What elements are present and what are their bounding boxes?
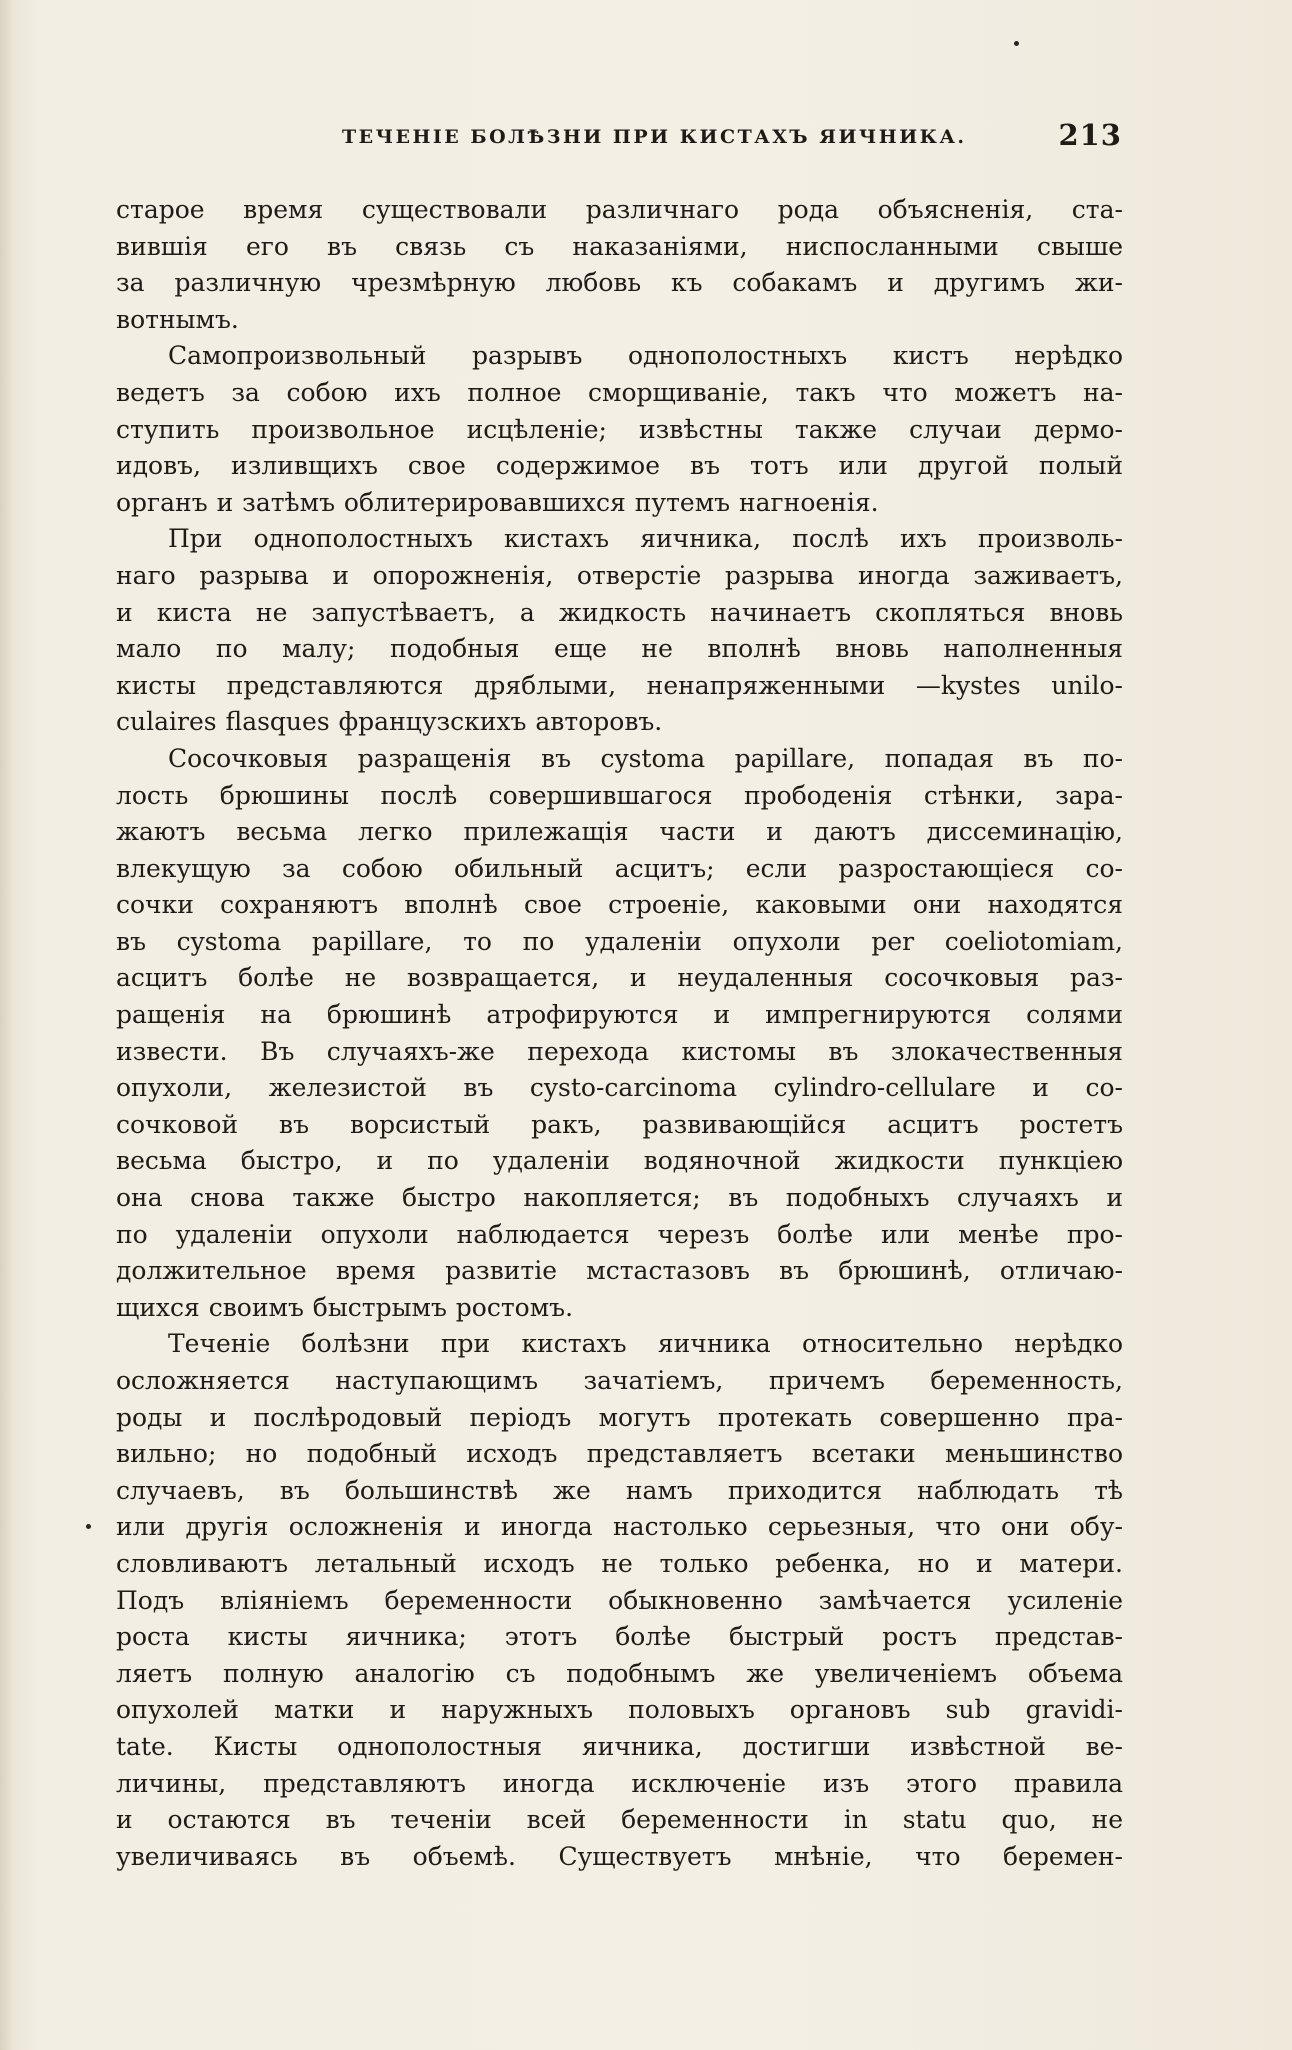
text-line: и остаются въ теченіи всей беременности in statu quo, не (116, 1805, 1123, 1835)
paragraph-first-line: Самопроизвольный разрывъ однополостныхъ кистъ нерѣдко (168, 341, 1123, 371)
paragraph-first-line: Теченіе болѣзни при кистахъ яичника относительно нерѣдко (168, 1329, 1123, 1359)
margin-dot (1014, 41, 1019, 46)
text-line: асцитъ болѣе не возвращается, и неудаленныя сосочковыя раз- (116, 963, 1123, 993)
text-line: весьма быстро, и по удаленіи водяночной жидкости пункціею (116, 1146, 1123, 1176)
text-line: личины, представляютъ иногда исключеніе изъ этого правила (116, 1768, 1123, 1798)
page-number: 213 (1058, 118, 1122, 152)
body-text (116, 192, 1123, 1875)
text-line: роды и послѣродовый періодъ могутъ протекать совершенно пра- (116, 1402, 1123, 1432)
text-line: должительное время развитіе мстастазовъ въ брюшинѣ, отличаю- (116, 1256, 1123, 1286)
text-line: ляетъ полную аналогію съ подобнымъ же увеличеніемъ объема (116, 1658, 1123, 1688)
text-line: случаевъ, въ большинствѣ же намъ приходится наблюдать тѣ (116, 1475, 1123, 1505)
text-line: вильно; но подобный исходъ представляетъ всетаки меньшинство (116, 1439, 1123, 1469)
margin-dot (86, 1524, 91, 1529)
page-header (342, 118, 1122, 158)
text-line: по удаленіи опухоли наблюдается черезъ болѣе или менѣе про- (116, 1219, 1123, 1249)
text-line: мало по малу; подобныя еще не вполнѣ вновь наполненныя (116, 634, 1123, 664)
text-line: или другія осложненія и иногда настолько серьезныя, что они обу- (116, 1512, 1123, 1542)
text-line: за различную чрезмѣрную любовь къ собакамъ и другимъ жи- (116, 268, 1123, 298)
text-line: и киста не запустѣваетъ, а жидкость начинаетъ скопляться вновь (116, 597, 1123, 627)
text-line: опухолей матки и наружныхъ половыхъ органовъ sub gravidi- (116, 1695, 1123, 1725)
text-line: culaires flasques французскихъ авторовъ. (116, 707, 663, 737)
text-line: словливаютъ летальный исходъ не только ребенка, но и матери. (116, 1548, 1123, 1578)
text-line: наго разрыва и опорожненія, отверстіе разрыва иногда заживаетъ, (116, 560, 1123, 590)
text-line: старое время существовали различнаго рода объясненія, ста- (116, 195, 1123, 224)
paragraph-first-line: Сосочковыя разращенія въ cystoma papillare, попадая въ по- (168, 743, 1123, 773)
text-line: лость брюшины послѣ совершившагося прободенія стѣнки, зара- (116, 780, 1123, 810)
text-line: вотнымъ. (116, 304, 239, 334)
text-line: ведетъ за собою ихъ полное сморщиваніе, такъ что можетъ на- (116, 377, 1123, 407)
text-line: осложняется наступающимъ зачатіемъ, причемъ беременность, (116, 1366, 1123, 1395)
text-line: Подъ вліяніемъ беременности обыкновенно замѣчается усиленіе (116, 1585, 1123, 1615)
text-line: ращенія на брюшинѣ атрофируются и импрегнируются солями (116, 1000, 1123, 1030)
text-line: вившія его въ связь съ наказаніями, ниспосланными свыше (116, 231, 1123, 261)
text-line: она снова также быстро накопляется; въ подобныхъ случаяхъ и (116, 1183, 1123, 1213)
text-line: ступить произвольное исцѣленіе; извѣстны также случаи дермо- (116, 414, 1123, 444)
text-line: щихся своимъ быстрымъ ростомъ. (116, 1292, 574, 1322)
text-line: роста кисты яичника; этотъ болѣе быстрый ростъ представ- (116, 1622, 1123, 1652)
text-line: жаютъ весьма легко прилежащія части и даютъ диссеминацію, (116, 817, 1123, 847)
paragraph-first-line: При однополостныхъ кистахъ яичника, послѣ ихъ произволь- (168, 524, 1123, 554)
text-line: увеличиваясь въ объемѣ. Существуетъ мнѣніе, что беремен- (116, 1841, 1123, 1871)
text-line: органъ и затѣмъ облитерировавшихся путемъ нагноенія. (116, 487, 879, 517)
running-title: ТЕЧЕНІЕ БОЛѢЗНИ ПРИ КИСТАХЪ ЯИЧНИКА. (342, 126, 967, 148)
text-line: влекущую за собою обильный асцитъ; если разростающіеся со- (116, 853, 1123, 883)
text-line: сочки сохраняютъ вполнѣ свое строеніе, каковыми они находятся (116, 890, 1123, 920)
text-line: въ cystoma papillare, то по удаленіи опухоли per coeliotomiam, (116, 926, 1123, 956)
text-line: сочковой въ ворсистый ракъ, развивающійся асцитъ ростетъ (116, 1109, 1123, 1139)
text-line: идовъ, изливщихъ свое содержимое въ тотъ или другой полый (116, 451, 1123, 481)
text-line: извести. Въ случаяхъ-же перехода кистомы въ злокачественныя (116, 1036, 1123, 1066)
text-line: tate. Кисты однополостныя яичника, достигши извѣстной ве- (116, 1731, 1123, 1761)
text-line: опухоли, железистой въ cysto-carcinoma cylindro-cellulare и со- (116, 1073, 1123, 1103)
text-line: кисты представляются дряблыми, ненапряженными —kystes unilo- (116, 670, 1123, 700)
